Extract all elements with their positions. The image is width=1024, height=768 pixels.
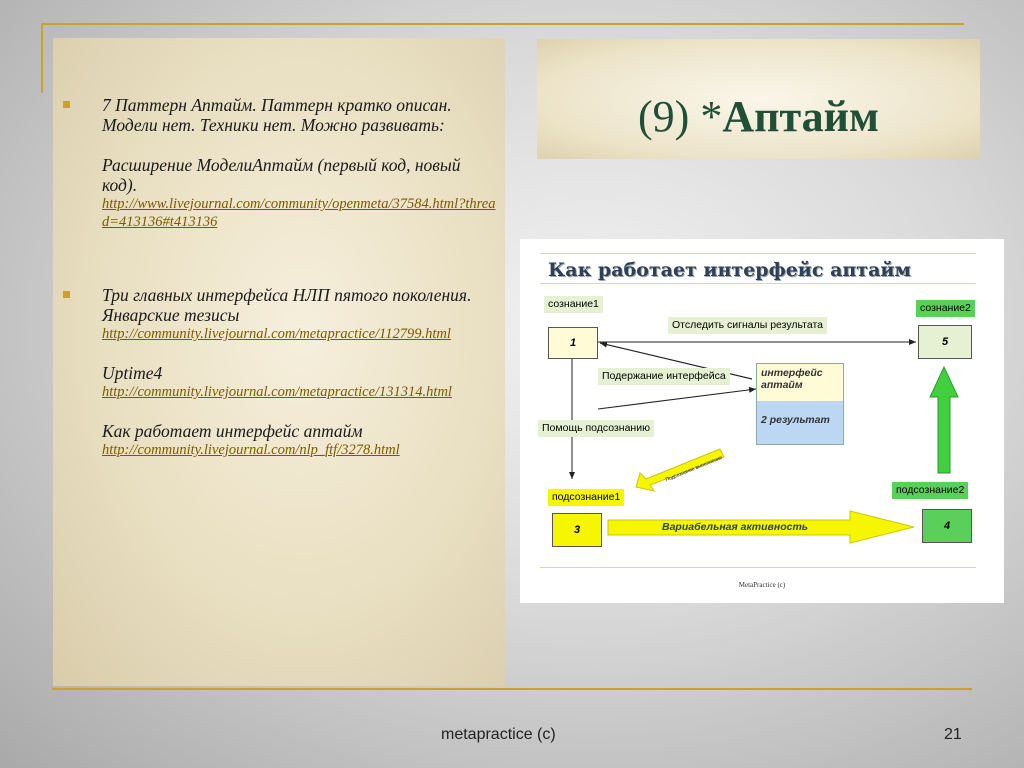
gold-rule-top [42, 23, 964, 25]
gold-rule-left [41, 23, 43, 93]
bullet-2-text: Три главных интерфейса НЛП пятого поколения. Январские тезисы [102, 285, 472, 325]
title-box [537, 39, 980, 159]
bullet-2-link-3[interactable]: http://community.livejournal.com/nlp_ftf/3278.html [102, 442, 400, 458]
bullet-2-link-2[interactable]: http://community.livejournal.com/metapractice/131314.html [102, 384, 452, 400]
bullet-2-link-1[interactable]: http://community.livejournal.com/metapractice/112799.html [102, 326, 451, 342]
bullet-marker-2 [63, 291, 70, 298]
interface-result: 2 результат [757, 401, 843, 444]
bullet-2-uptime4: Uptime4 [102, 363, 163, 383]
label-subconscious-run: Подсознание выполнение [664, 454, 724, 484]
box-5: 5 [918, 325, 972, 359]
bullet-marker-1 [63, 101, 70, 108]
arrow-to-interface [598, 389, 756, 409]
bullet-1-text-2: Расширение МоделиАптайм (первый код, новый код). [102, 155, 461, 195]
gold-rule-bottom [52, 688, 972, 690]
diagram-footnote: MetaPractice (c) [738, 581, 786, 589]
interface-uptime: интерфейс аптайм [757, 364, 843, 401]
slide-title-word: Аптайм [722, 92, 879, 141]
diagram-title: Как работает интерфейс аптайм [548, 259, 911, 281]
footer-text: metapractice (c) [441, 726, 556, 743]
label-help-subconscious: Помощь подсознанию [538, 420, 654, 437]
label-consciousness-2: сознание2 [916, 300, 975, 317]
label-consciousness-1: сознание1 [544, 296, 603, 313]
interface-block [756, 363, 844, 445]
bullet-2 [102, 285, 497, 459]
green-up-arrow [930, 367, 958, 473]
box-4: 4 [922, 509, 972, 543]
bullet-1-link[interactable]: http://www.livejournal.com/community/openmeta/37584.html?thread=413136#t413136 [102, 196, 496, 230]
bullet-2-interface-text: Как работает интерфейс аптайм [102, 421, 363, 441]
box-1: 1 [548, 327, 598, 359]
label-subconscious-1: подсознание1 [548, 489, 624, 506]
label-subconscious-2: подсознание2 [892, 482, 968, 499]
bullet-1 [102, 95, 497, 231]
label-track-signals: Отследить сигналы результата [668, 317, 827, 334]
bullet-1-text: 7 Паттерн Аптайм. Паттерн кратко описан. Модели нет. Техники нет. Можно развивать: [102, 95, 452, 135]
slide-title [537, 92, 980, 141]
label-keep-interface: Подержание интерфейса [598, 368, 730, 385]
box-3: 3 [552, 513, 602, 547]
page-number: 21 [944, 726, 962, 743]
uptime-diagram [520, 239, 1004, 603]
slide-title-number: (9) * [638, 92, 723, 141]
label-variable-activity: Вариабельная активность [662, 521, 809, 533]
